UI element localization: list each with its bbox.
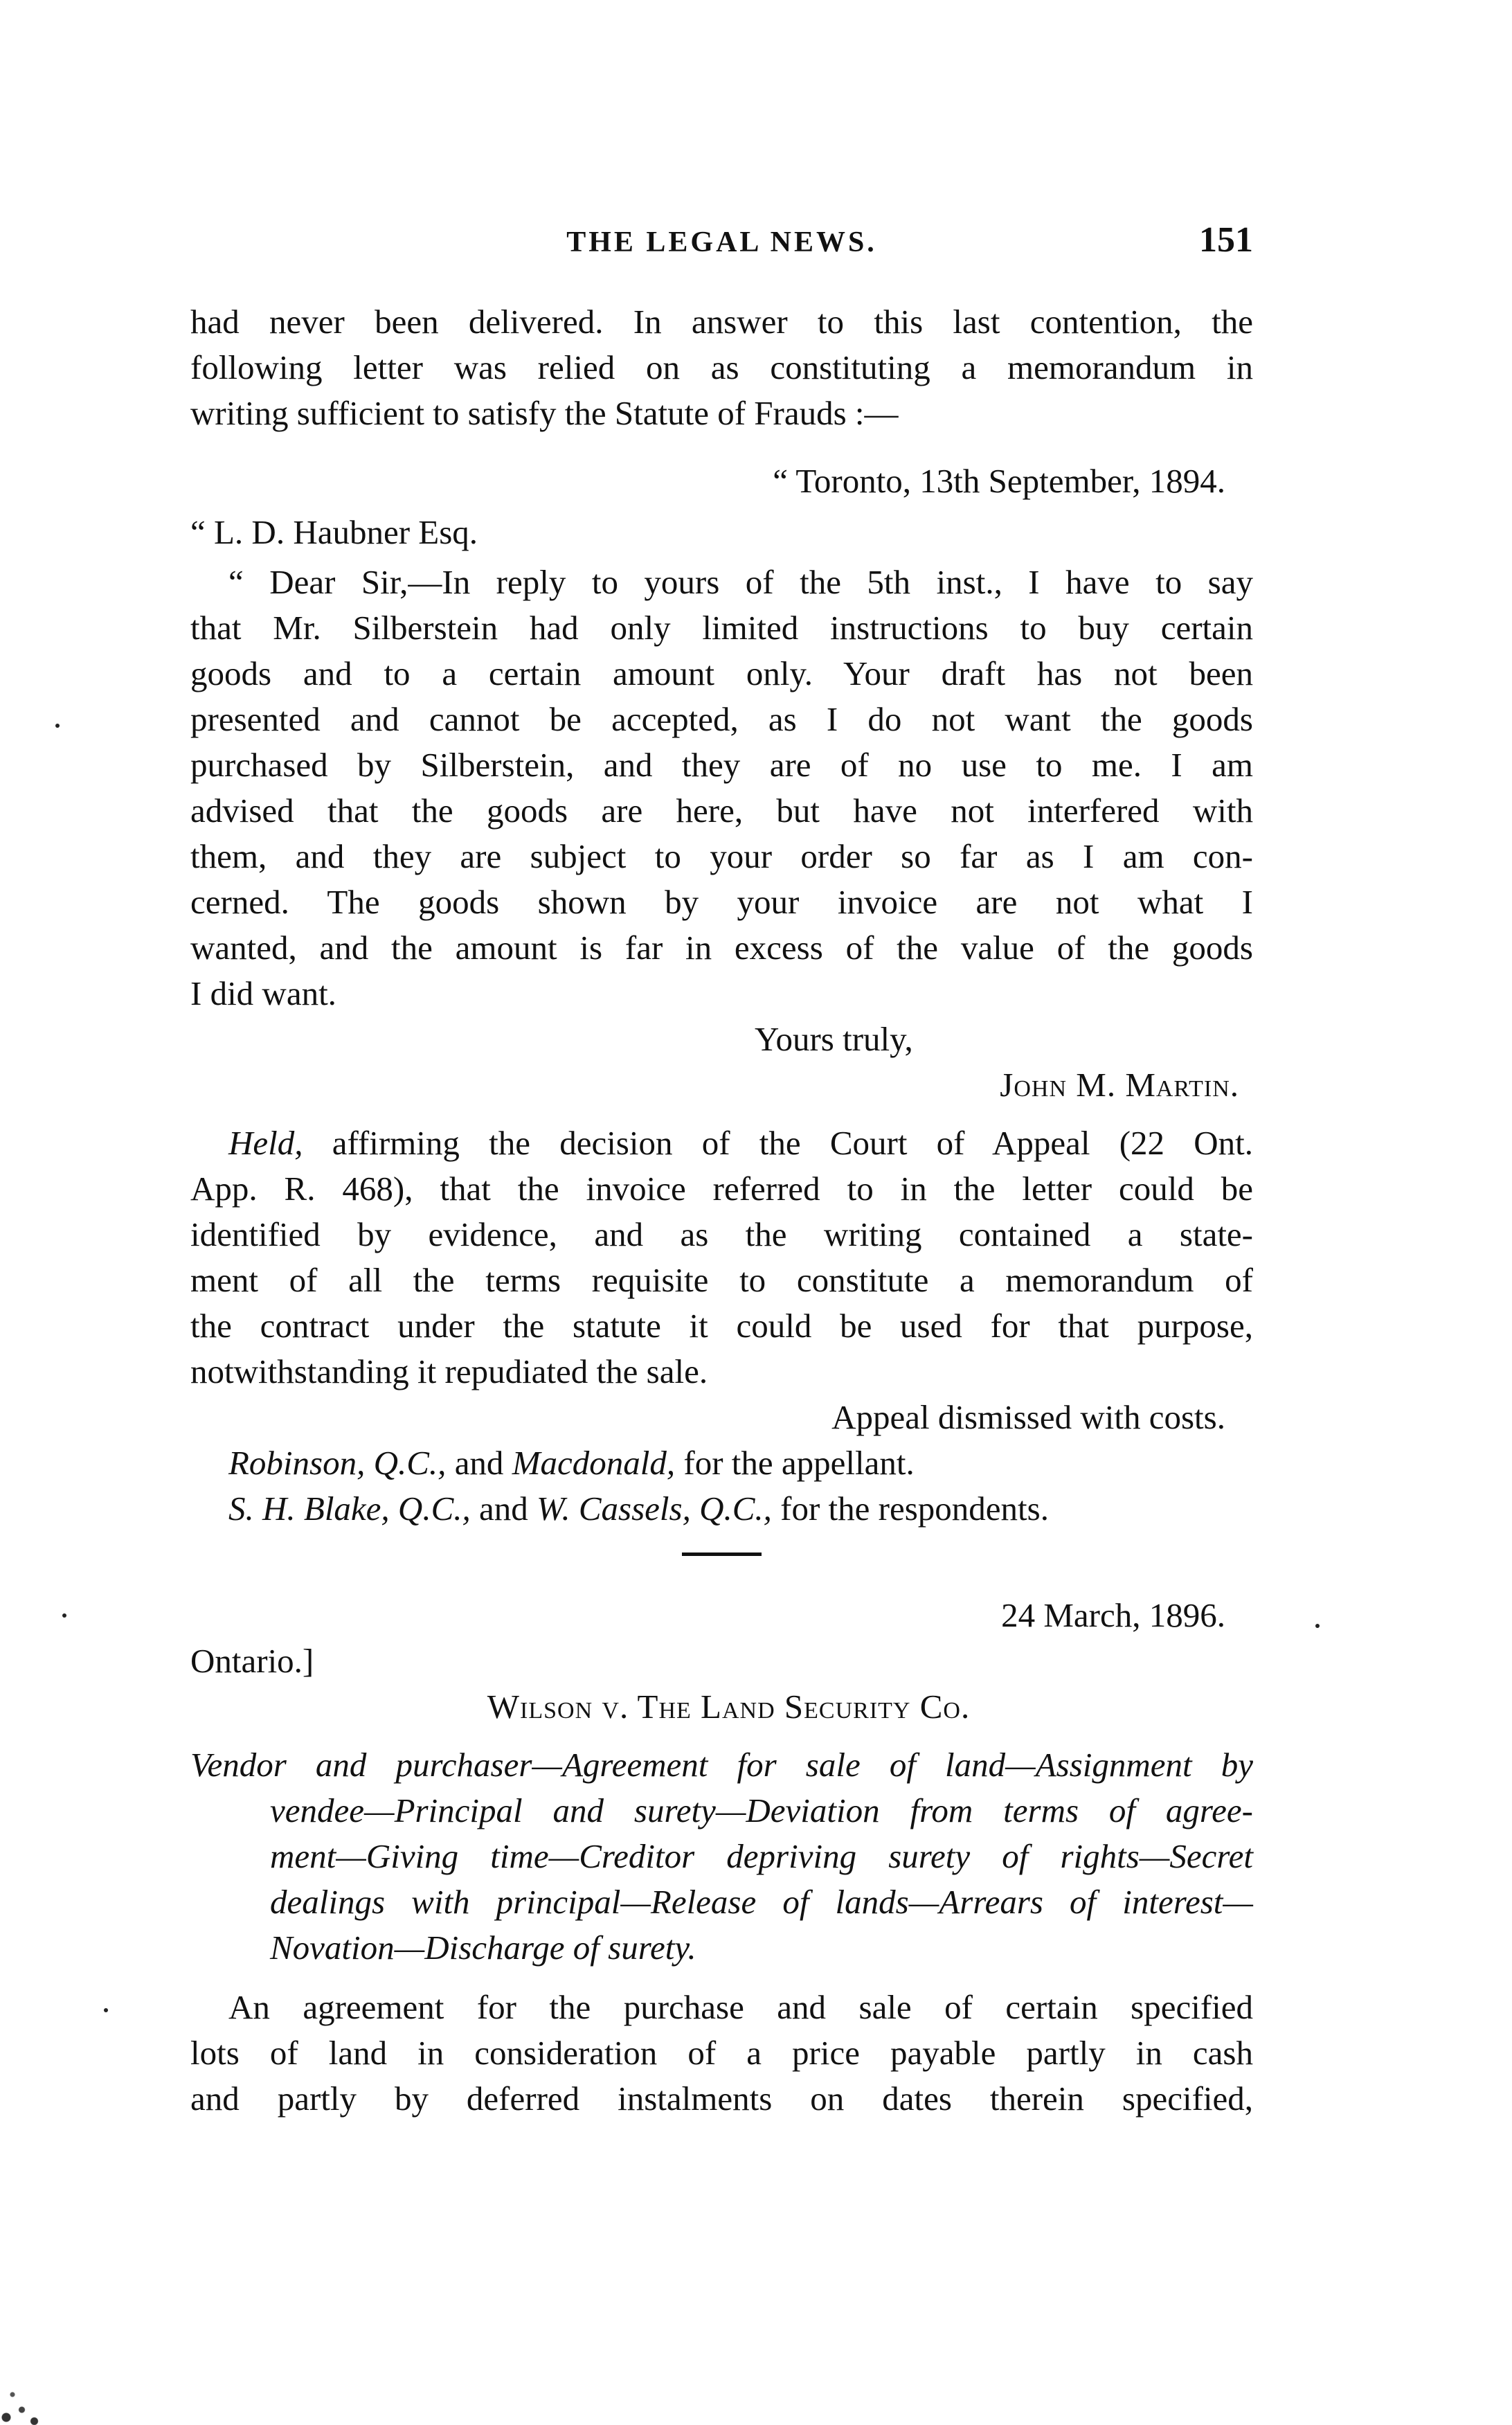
case-date: 24 March, 1896. <box>1001 1596 1225 1634</box>
letter-dateline: “ Toronto, 13th September, 1894. <box>773 462 1225 500</box>
text-line: An agreement for the purchase and sale of certain specified <box>228 1988 1253 2026</box>
counsel-conjunction: and <box>479 1489 528 1528</box>
counsel-name: S. H. Blake, Q.C., <box>228 1489 471 1528</box>
text-line: vendee—Principal and surety—Deviation from terms of agree- <box>270 1791 1253 1829</box>
disposition: Appeal dismissed with costs. <box>831 1398 1225 1436</box>
text-line: dealings with principal—Release of lands—Arrears of interest— <box>270 1883 1253 1921</box>
case-title: Wilson v. The Land Security Co. <box>487 1688 971 1726</box>
holding <box>190 1120 1253 1440</box>
text-line: “ Dear Sir,—In reply to yours of the 5th inst., I have to say <box>228 563 1253 601</box>
letter-addressee: “ L. D. Haubner Esq. <box>190 513 478 551</box>
held-text: affirming the decision of the Court of Appeal (22 Ont. <box>332 1124 1254 1162</box>
counsel-role: for the respondents. <box>780 1489 1049 1528</box>
opening-paragraph <box>190 299 1253 436</box>
text-line: Vendor and purchaser—Agreement for sale of land—Assignment by <box>190 1746 1253 1784</box>
case-body <box>190 1985 1253 2122</box>
text-line: wanted, and the amount is far in excess of the value of the goods <box>190 929 1253 967</box>
text-line: following letter was relied on as constituting a memorandum in <box>190 348 1253 386</box>
running-head: THE LEGAL NEWS. <box>566 226 877 258</box>
text-line: lots of land in consideration of a price payable partly in cash <box>190 2034 1253 2072</box>
next-case <box>190 1593 1253 2122</box>
text-line: ment of all the terms requisite to constitute a memorandum of <box>190 1261 1253 1299</box>
counsel-respondent <box>190 1486 1253 1532</box>
section-divider <box>682 1552 762 1556</box>
text-line: I did want. <box>190 974 336 1012</box>
text-line: App. R. 468), that the invoice referred to in the letter could be <box>190 1170 1253 1208</box>
text-line: notwithstanding it repudiated the sale. <box>190 1352 708 1390</box>
text-line: ment—Giving time—Creditor depriving surety of rights—Secret <box>270 1837 1253 1875</box>
text-line: them, and they are subject to your order so far as I am con- <box>190 837 1253 875</box>
text-line: identified by evidence, and as the writing contained a state- <box>190 1215 1253 1253</box>
page-number: 151 <box>1199 220 1253 260</box>
counsel-name: W. Cassels, Q.C., <box>537 1489 772 1528</box>
page-header <box>190 222 1253 270</box>
counsel-role: for the appellant. <box>683 1444 915 1482</box>
letter <box>190 458 1253 1108</box>
text-line: Novation—Discharge of surety. <box>270 1929 696 1967</box>
text-line: that Mr. Silberstein had only limited instructions to buy certain <box>190 609 1253 647</box>
case-headnote <box>190 1742 1253 1971</box>
counsel-appellant <box>190 1440 1253 1486</box>
scan-speck <box>62 1613 66 1618</box>
scan-speck <box>1315 1624 1320 1628</box>
text-line: writing sufficient to satisfy the Statute of Frauds :— <box>190 394 899 432</box>
scan-noise <box>0 2349 62 2425</box>
text-line: had never been delivered. In answer to this last contention, the <box>190 303 1253 341</box>
text-line: presented and cannot be accepted, as I do not want the goods <box>190 700 1253 738</box>
scan-speck <box>104 2008 108 2012</box>
scan-speck <box>55 724 60 728</box>
text-line: purchased by Silberstein, and they are of no use to me. I am <box>190 746 1253 784</box>
counsel-name: Macdonald, <box>512 1444 676 1482</box>
counsel-name: Robinson, Q.C., <box>228 1444 447 1482</box>
letter-body <box>190 560 1253 1017</box>
letter-closing: Yours truly, <box>755 1020 913 1058</box>
counsel <box>190 1440 1253 1570</box>
text-line: goods and to a certain amount only. Your draft has not been <box>190 654 1253 692</box>
letter-signature: John M. Martin. <box>1000 1066 1239 1104</box>
held-lead: Held, <box>228 1124 303 1162</box>
text-line: cerned. The goods shown by your invoice are not what I <box>190 883 1253 921</box>
text-line: and partly by deferred instalments on dates therein specified, <box>190 2079 1253 2118</box>
text-line: advised that the goods are here, but have not interfered with <box>190 791 1253 830</box>
text-line: the contract under the statute it could be used for that purpose, <box>190 1307 1253 1345</box>
case-province: Ontario.] <box>190 1642 314 1680</box>
counsel-conjunction: and <box>454 1444 504 1482</box>
text-line <box>190 1120 1253 1166</box>
